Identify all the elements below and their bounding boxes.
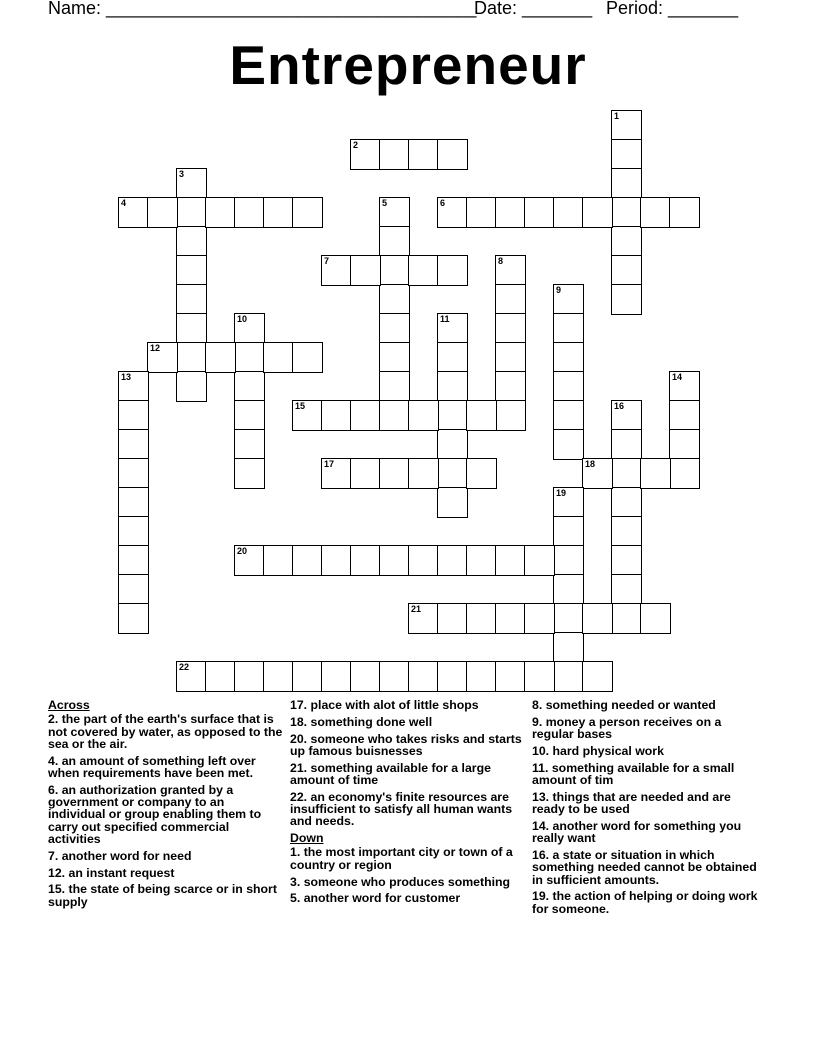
crossword-cell[interactable] (176, 255, 207, 286)
clue-across-2 (48, 713, 284, 750)
crossword-cell[interactable] (553, 313, 584, 344)
cell-number: 9 (556, 285, 562, 295)
clue-down-19 (532, 890, 760, 915)
crossword-cell[interactable] (437, 197, 468, 228)
clue-down-8 (532, 699, 760, 711)
crossword-cell[interactable] (408, 400, 439, 431)
crossword-cell[interactable] (611, 197, 642, 228)
crossword-cell[interactable] (611, 400, 642, 431)
crossword-cell[interactable] (553, 632, 584, 663)
crossword-cell[interactable] (553, 516, 584, 547)
crossword-cell[interactable] (611, 226, 642, 257)
clue-number: 4. (48, 753, 59, 768)
crossword-cell[interactable] (495, 371, 526, 402)
crossword-cell[interactable] (669, 371, 700, 402)
crossword-cell[interactable] (234, 458, 265, 489)
clue-text: a state or situation in which something needed cannot be obtained in sufficient amounts. (532, 847, 757, 887)
crossword-cell[interactable] (234, 400, 265, 431)
clue-text: things that are needed and are ready to be used (532, 789, 731, 817)
crossword-cell[interactable] (524, 661, 555, 692)
crossword-cell[interactable] (669, 400, 700, 431)
clue-number: 2. (48, 712, 59, 727)
crossword-cell[interactable] (611, 487, 642, 518)
crossword-cell[interactable] (147, 342, 178, 373)
crossword-cell[interactable] (118, 603, 149, 634)
crossword-cell[interactable] (466, 458, 497, 489)
clue-number: 20. (290, 731, 308, 746)
crossword-cell[interactable] (263, 197, 294, 228)
cell-number: 3 (179, 169, 185, 179)
clue-number: 17. (290, 698, 308, 712)
crossword-cell[interactable] (640, 458, 671, 489)
crossword-cell[interactable] (379, 284, 410, 315)
crossword-cell[interactable] (379, 197, 410, 228)
crossword-cell[interactable] (553, 284, 584, 315)
clue-text: someone who produces something (303, 874, 511, 889)
crossword-cell[interactable] (176, 342, 207, 373)
crossword-cell[interactable] (611, 110, 642, 141)
crossword-cell[interactable] (437, 603, 468, 634)
crossword-cell[interactable] (379, 400, 410, 431)
crossword-cell[interactable] (176, 197, 207, 228)
crossword-cell[interactable] (379, 545, 410, 576)
crossword-cell[interactable] (553, 661, 584, 692)
clues-column-2 (290, 699, 522, 909)
cell-number: 18 (585, 459, 596, 469)
crossword-cell[interactable] (234, 342, 265, 373)
crossword-cell[interactable] (495, 342, 526, 373)
clue-text: an amount of something left over when requirements have been met. (48, 753, 256, 780)
cell-number: 21 (411, 604, 422, 614)
crossword-cell[interactable] (495, 197, 526, 228)
crossword-cell[interactable] (350, 139, 381, 170)
crossword-cell[interactable] (408, 458, 439, 489)
crossword-cell[interactable] (582, 197, 613, 228)
crossword-cell[interactable] (350, 255, 381, 286)
cell-number: 4 (121, 198, 127, 208)
crossword-cell[interactable] (379, 342, 410, 373)
cell-number: 1 (614, 111, 620, 121)
crossword-cell[interactable] (176, 661, 207, 692)
crossword-cell[interactable] (437, 429, 468, 460)
crossword-cell[interactable] (321, 545, 352, 576)
crossword-cell[interactable] (611, 603, 642, 634)
clue-across-12 (48, 867, 284, 879)
clue-across-17 (290, 699, 522, 711)
clue-across-7 (48, 850, 284, 862)
crossword-cell[interactable] (553, 574, 584, 605)
clue-text: something available for a large amount of time (290, 760, 491, 787)
clue-text: money a person receives on a regular bases (532, 714, 722, 742)
crossword-cell[interactable] (437, 139, 468, 170)
crossword-cell[interactable] (437, 487, 468, 518)
crossword-cell[interactable] (553, 400, 584, 431)
crossword-cell[interactable] (437, 342, 468, 373)
clue-number: 6. (48, 782, 59, 797)
crossword-cell[interactable] (379, 371, 410, 402)
crossword-cell[interactable] (234, 371, 265, 402)
crossword-cell[interactable] (292, 342, 323, 373)
crossword-cell[interactable] (321, 255, 352, 286)
crossword-cell[interactable] (234, 661, 265, 692)
clue-across-20 (290, 733, 522, 758)
clue-across-22 (290, 791, 522, 828)
crossword-cell[interactable] (495, 603, 526, 634)
clue-down-14 (532, 820, 760, 845)
cell-number: 6 (440, 198, 446, 208)
crossword-cell[interactable] (437, 371, 468, 402)
clues-column-3 (532, 699, 760, 919)
clue-down-16 (532, 849, 760, 886)
crossword-cell[interactable] (640, 197, 671, 228)
crossword-cell[interactable] (350, 661, 381, 692)
crossword-cell[interactable] (292, 545, 323, 576)
clue-text: an instant request (68, 865, 175, 880)
crossword-cell[interactable] (379, 661, 410, 692)
cell-number: 14 (672, 372, 683, 382)
clue-text: the most important city or town of a country or region (290, 845, 513, 872)
crossword-cell[interactable] (408, 139, 439, 170)
crossword-cell[interactable] (205, 342, 236, 373)
crossword-cell[interactable] (118, 574, 149, 605)
crossword-cell[interactable] (408, 603, 439, 634)
clue-across-6 (48, 784, 284, 845)
clue-text: someone who takes risks and starts up famous buisnesses (290, 731, 522, 758)
clue-text: the action of helping or doing work for someone. (532, 889, 758, 916)
crossword-cell[interactable] (611, 516, 642, 547)
crossword-cell[interactable] (611, 545, 642, 576)
crossword-cell[interactable] (495, 313, 526, 344)
cell-number: 8 (498, 256, 504, 266)
clue-number: 5. (290, 891, 301, 906)
crossword-cell[interactable] (437, 313, 468, 344)
clue-down-3 (290, 876, 522, 888)
clue-across-21 (290, 762, 522, 787)
date-field[interactable]: Date: _______ (474, 0, 593, 18)
crossword-cell[interactable] (408, 255, 439, 286)
clue-number: 13. (532, 789, 550, 804)
crossword-cell[interactable] (466, 197, 497, 228)
crossword-cell[interactable] (379, 313, 410, 344)
crossword-cell[interactable] (118, 429, 149, 460)
clue-number: 7. (48, 848, 59, 863)
crossword-cell[interactable] (553, 342, 584, 373)
crossword-cell[interactable] (350, 545, 381, 576)
crossword-cell[interactable] (669, 429, 700, 460)
crossword-cell[interactable] (553, 371, 584, 402)
crossword-cell[interactable] (118, 371, 149, 402)
clue-text: another word for need (61, 848, 192, 863)
crossword-cell[interactable] (118, 487, 149, 518)
crossword-cell[interactable] (379, 139, 410, 170)
cell-number: 7 (324, 256, 330, 266)
crossword-cell[interactable] (611, 574, 642, 605)
crossword-cell[interactable] (524, 197, 555, 228)
clue-across-15 (48, 883, 284, 908)
crossword-cell[interactable] (263, 545, 294, 576)
across-heading: Across (48, 698, 90, 712)
crossword-cell[interactable] (350, 458, 381, 489)
clue-down-10 (532, 745, 760, 757)
down-heading: Down (290, 831, 324, 846)
cell-number: 16 (614, 401, 625, 411)
crossword-cell[interactable] (234, 313, 265, 344)
clue-down-5 (290, 892, 522, 904)
crossword-cell[interactable] (466, 400, 497, 431)
crossword-cell[interactable] (321, 661, 352, 692)
clue-text: another word for customer (303, 891, 461, 906)
crossword-cell[interactable] (350, 400, 381, 431)
crossword-cell[interactable] (611, 429, 642, 460)
clue-number: 18. (290, 714, 308, 729)
crossword-cell[interactable] (234, 197, 265, 228)
crossword-cell[interactable] (582, 458, 613, 489)
clue-down-1 (290, 846, 522, 871)
clue-number: 19. (532, 889, 550, 904)
crossword-cell[interactable] (553, 429, 584, 460)
crossword-cell[interactable] (437, 661, 468, 692)
crossword-cell[interactable] (118, 545, 149, 576)
crossword-cell[interactable] (176, 371, 207, 402)
crossword-cell[interactable] (611, 458, 642, 489)
crossword-cell[interactable] (669, 197, 700, 228)
crossword-cell[interactable] (176, 168, 207, 199)
clue-number: 12. (48, 865, 66, 880)
clue-number: 15. (48, 882, 66, 897)
clue-text: an authorization granted by a government or company to an individual or group enabling them to carry out specified commercial activities (48, 782, 262, 846)
crossword-cell[interactable] (437, 255, 468, 286)
name-field[interactable]: Name: _____________________________________ (48, 0, 477, 18)
crossword-cell[interactable] (118, 458, 149, 489)
clue-number: 9. (532, 714, 543, 729)
crossword-cell[interactable] (495, 661, 526, 692)
cell-number: 22 (179, 662, 190, 672)
crossword-cell[interactable] (147, 197, 178, 228)
cell-number: 2 (353, 140, 359, 150)
crossword-cell[interactable] (379, 255, 410, 286)
crossword-cell[interactable] (176, 226, 207, 257)
clues-column-1 (48, 699, 284, 912)
clue-text: another word for something you really want (532, 818, 742, 846)
crossword-cell[interactable] (118, 516, 149, 547)
clue-text: something needed or wanted (545, 698, 716, 712)
crossword-cell[interactable] (234, 545, 265, 576)
clue-number: 16. (532, 847, 550, 862)
clue-number: 14. (532, 818, 550, 833)
clue-down-13 (532, 791, 760, 816)
crossword-cell[interactable] (553, 197, 584, 228)
crossword-cell[interactable] (118, 197, 149, 228)
crossword-cell[interactable] (669, 458, 700, 489)
crossword-cell[interactable] (205, 661, 236, 692)
clue-across-18 (290, 716, 522, 728)
crossword-cell[interactable] (437, 458, 468, 489)
crossword-cell[interactable] (553, 545, 584, 576)
crossword-cell[interactable] (553, 487, 584, 518)
cell-number: 20 (237, 546, 248, 556)
crossword-cell[interactable] (292, 197, 323, 228)
crossword-cell[interactable] (379, 458, 410, 489)
crossword-cell[interactable] (292, 661, 323, 692)
clue-down-11 (532, 762, 760, 787)
cell-number: 11 (440, 314, 450, 324)
cell-number: 12 (150, 343, 161, 353)
crossword-cell[interactable] (408, 661, 439, 692)
crossword-cell[interactable] (466, 661, 497, 692)
clue-text: something available for a small amount of tim (532, 760, 735, 787)
crossword-cell[interactable] (263, 661, 294, 692)
crossword-cell[interactable] (118, 400, 149, 431)
crossword-cell[interactable] (408, 545, 439, 576)
crossword-cell[interactable] (466, 603, 497, 634)
crossword-cell[interactable] (263, 342, 294, 373)
crossword-cell[interactable] (524, 603, 555, 634)
clue-text: an economy's finite resources are insufficient to satisfy all human wants and needs. (290, 789, 513, 829)
crossword-cell[interactable] (582, 661, 613, 692)
clue-text: hard physical work (552, 743, 664, 758)
crossword-cell[interactable] (495, 255, 526, 286)
puzzle-title: Entrepreneur (229, 34, 587, 96)
clue-number: 10. (532, 743, 550, 758)
clue-number: 21. (290, 760, 308, 775)
crossword-cell[interactable] (524, 545, 555, 576)
crossword-cell[interactable] (205, 197, 236, 228)
clue-number: 3. (290, 874, 301, 889)
cell-number: 5 (382, 198, 388, 208)
crossword-cell[interactable] (553, 603, 584, 634)
crossword-cell[interactable] (466, 545, 497, 576)
cell-number: 17 (324, 459, 335, 469)
clue-number: 22. (290, 789, 308, 804)
crossword-cell[interactable] (437, 400, 468, 431)
cell-number: 19 (556, 488, 567, 498)
clue-down-9 (532, 716, 760, 741)
crossword-cell[interactable] (437, 545, 468, 576)
clue-text: place with alot of little shops (310, 698, 479, 712)
crossword-cell[interactable] (234, 429, 265, 460)
crossword-cell[interactable] (611, 168, 642, 199)
crossword-cell[interactable] (176, 284, 207, 315)
crossword-cell[interactable] (611, 255, 642, 286)
period-field[interactable]: Period: _______ (606, 0, 739, 18)
crossword-cell[interactable] (321, 458, 352, 489)
crossword-cell[interactable] (495, 545, 526, 576)
crossword-cell[interactable] (611, 284, 642, 315)
crossword-cell[interactable] (176, 313, 207, 344)
clue-text: the state of being scarce or in short supply (48, 882, 277, 909)
clue-text: the part of the earth's surface that is not covered by water, as opposed to the sea or the air. (48, 712, 283, 751)
crossword-cell[interactable] (495, 400, 526, 431)
crossword-cell[interactable] (321, 400, 352, 431)
clue-across-4 (48, 755, 284, 780)
clue-number: 11. (532, 760, 549, 775)
crossword-cell[interactable] (495, 284, 526, 315)
crossword-cell[interactable] (292, 400, 323, 431)
crossword-cell[interactable] (611, 139, 642, 170)
crossword-cell[interactable] (640, 603, 671, 634)
clue-number: 1. (290, 845, 301, 860)
cell-number: 15 (295, 401, 306, 411)
crossword-cell[interactable] (582, 603, 613, 634)
crossword-cell[interactable] (379, 226, 410, 257)
cell-number: 13 (121, 372, 132, 382)
clue-number: 8. (532, 698, 543, 712)
clue-text: something done well (310, 714, 433, 729)
cell-number: 10 (237, 314, 248, 324)
